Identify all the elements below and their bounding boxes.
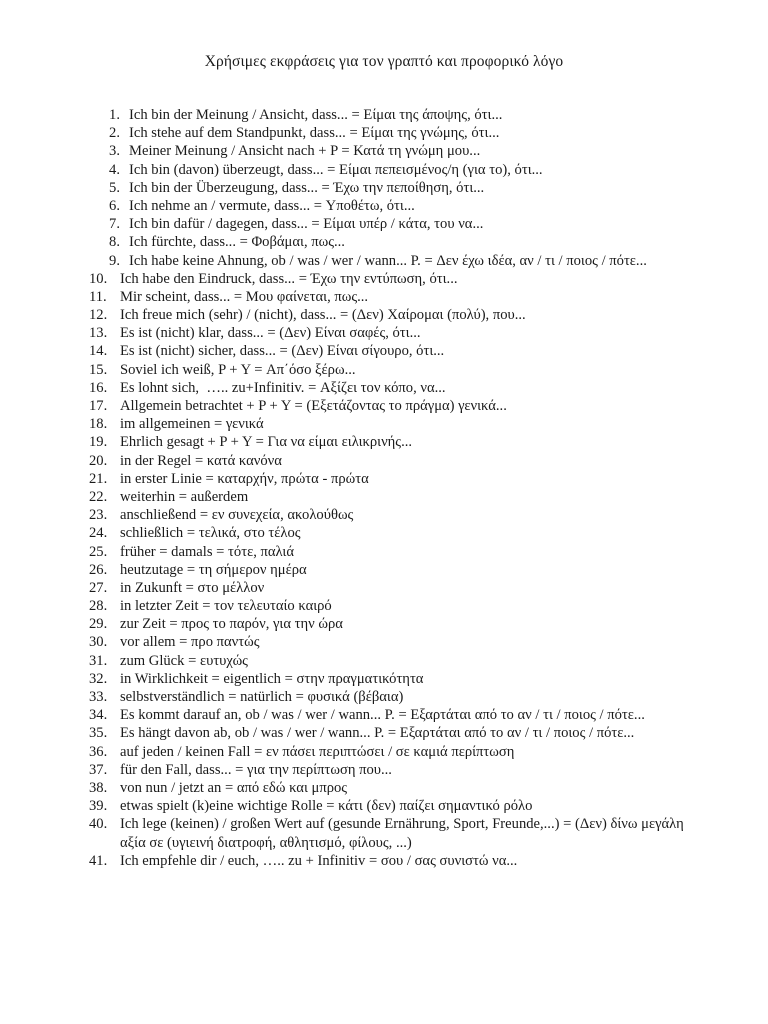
list-item [82, 524, 702, 542]
list-item [82, 379, 702, 397]
item-number: 29. [89, 616, 108, 633]
item-number: 40. [89, 816, 108, 833]
item-number: 26. [89, 561, 108, 578]
item-number: 36. [89, 743, 108, 760]
item-number: 10. [89, 270, 108, 287]
item-number: 8. [109, 234, 120, 251]
item-number: 32. [89, 670, 108, 687]
item-number: 3. [109, 143, 120, 160]
list-item [82, 288, 702, 306]
item-text: in Zukunft = στο μέλλον [120, 579, 265, 596]
item-number: 35. [89, 725, 108, 742]
item-number: 5. [109, 179, 120, 196]
item-text: in der Regel = κατά κανόνα [120, 452, 282, 469]
item-text: Ich bin der Meinung / Ansicht, dass... = Είμαι της άποψης, ότι... [129, 107, 503, 123]
item-number: 2. [109, 125, 120, 142]
document-title: Χρήσιμες εκφράσεις για τον γραπτό και προφορικό λόγο [204, 53, 564, 70]
item-number: 14. [89, 343, 108, 360]
phrase-list [82, 106, 702, 870]
list-item [82, 706, 702, 724]
item-number: 16. [89, 379, 108, 396]
item-number: 28. [89, 598, 108, 615]
list-item [82, 761, 702, 779]
item-text: Es hängt davon ab, ob / was / wer / wann... P. = Εξαρτάται από το αν / τι / ποιος / πότε... [120, 725, 635, 742]
list-item [82, 433, 702, 451]
item-text: zur Zeit = προς το παρόν, για την ώρα [120, 616, 343, 633]
list-item [82, 142, 702, 160]
list-item [82, 342, 702, 360]
item-number: 22. [89, 488, 108, 505]
list-item [82, 797, 702, 815]
item-number: 15. [89, 361, 108, 378]
list-item [82, 270, 702, 288]
item-text: im allgemeinen = γενικά [120, 416, 264, 433]
list-item [82, 361, 702, 379]
item-number: 39. [89, 798, 108, 815]
list-item [82, 470, 702, 488]
item-number: 27. [89, 579, 108, 596]
item-text: etwas spielt (k)eine wichtige Rolle = κάτι (δεν) παίζει σημαντικό ρόλο [120, 798, 533, 815]
list-item [82, 579, 702, 597]
item-text: Es ist (nicht) sicher, dass... = (Δεν) Είναι σίγουρο, ότι... [120, 343, 445, 360]
item-number: 11. [89, 288, 107, 305]
item-text: in erster Linie = καταρχήν, πρώτα - πρώτα [120, 470, 369, 487]
item-text: von nun / jetzt an = από εδώ και μπρος [120, 779, 348, 796]
item-number: 25. [89, 543, 108, 560]
list-item [82, 161, 702, 179]
item-text: Ehrlich gesagt + P + Y = Για να είμαι ειλικρινής... [120, 434, 413, 451]
item-number: 7. [109, 216, 120, 233]
list-item [82, 415, 702, 433]
list-item [82, 324, 702, 342]
item-text: Allgemein betrachtet + P + Y = (Εξετάζοντας το πράγμα) γενικά... [120, 398, 507, 414]
list-item [82, 852, 702, 870]
item-text: Ich bin (davon) überzeugt, dass... = Είμαι πεπεισμένος/η (για το), ότι... [129, 161, 543, 178]
item-number: 9. [109, 252, 120, 269]
item-number: 38. [89, 779, 108, 796]
item-number: 1. [109, 107, 120, 123]
item-text: Ich nehme an / vermute, dass... = Υποθέτω, ότι... [129, 197, 415, 214]
item-number: 12. [89, 307, 108, 324]
list-item [82, 543, 702, 561]
list-item [82, 306, 702, 324]
item-text: Ich habe den Eindruck, dass... = Έχω την εντύπωση, ότι... [120, 270, 458, 287]
item-text: Ich fürchte, dass... = Φοβάμαι, πως... [129, 234, 345, 251]
list-item [82, 815, 702, 851]
item-text: Ich empfehle dir / euch, ….. zu + Infinitiv = σου / σας συνιστώ να... [120, 852, 518, 869]
item-number: 34. [89, 707, 108, 724]
item-text: Ich bin dafür / dagegen, dass... = Είμαι υπέρ / κάτα, του να... [129, 216, 484, 233]
item-number: 33. [89, 689, 108, 705]
list-item [82, 179, 702, 197]
item-number: 30. [89, 634, 108, 651]
list-item [82, 506, 702, 524]
item-number: 31. [89, 652, 108, 669]
list-item [82, 452, 702, 470]
item-text: Ich freue mich (sehr) / (nicht), dass... = (Δεν) Χαίρομαι (πολύ), που... [120, 307, 526, 324]
item-text: schließlich = τελικά, στο τέλος [120, 525, 301, 542]
item-number: 21. [89, 470, 108, 487]
list-item [82, 724, 702, 742]
list-item [82, 670, 702, 688]
item-number: 4. [109, 161, 120, 178]
item-text: Ich lege (keinen) / großen Wert auf (gesunde Ernährung, Sport, Freunde,...) = (Δεν) δίνω μεγάλη αξία σε (υγιεινή διατροφή, αθλητισμό, φίλους, ...) [120, 816, 688, 851]
list-item [82, 197, 702, 215]
item-text: Es kommt darauf an, ob / was / wer / wann... P. = Εξαρτάται από το αν / τι / ποιος / πότε... [120, 707, 645, 724]
list-item [82, 233, 702, 251]
list-item [82, 779, 702, 797]
item-number: 20. [89, 452, 108, 469]
item-number: 23. [89, 507, 108, 524]
list-item [82, 652, 702, 670]
item-text: Ich habe keine Ahnung, ob / was / wer / wann... P. = Δεν έχω ιδέα, αν / τι / ποιος / πότε... [129, 252, 647, 269]
list-item [82, 597, 702, 615]
item-text: Ich bin der Überzeugung, dass... = Έχω την πεποίθηση, ότι... [129, 179, 485, 196]
list-item [82, 215, 702, 233]
list-item [82, 106, 702, 124]
list-item [82, 397, 702, 415]
item-text: Ich stehe auf dem Standpunkt, dass... = Είμαι της γνώμης, ότι... [129, 125, 500, 142]
item-text: auf jeden / keinen Fall = εν πάσει περιπτώσει / σε καμιά περίπτωση [120, 743, 515, 760]
item-number: 19. [89, 434, 108, 451]
item-text: in Wirklichkeit = eigentlich = στην πραγματικότητα [120, 670, 424, 687]
list-item [82, 688, 702, 706]
list-item [82, 124, 702, 142]
item-text: für den Fall, dass... = για την περίπτωση που... [120, 761, 392, 778]
item-number: 24. [89, 525, 108, 542]
item-text: Meiner Meinung / Ansicht nach + P = Κατά τη γνώμη μου... [129, 143, 481, 160]
list-item [82, 743, 702, 761]
item-number: 41. [89, 852, 108, 869]
item-text: Soviel ich weiß, P + Y = Απ΄όσο ξέρω... [120, 361, 356, 378]
item-number: 37. [89, 761, 108, 778]
item-text: selbstverständlich = natürlich = φυσικά (βέβαια) [120, 689, 404, 705]
list-item [82, 615, 702, 633]
item-text: Es ist (nicht) klar, dass... = (Δεν) Είναι σαφές, ότι... [120, 325, 421, 342]
item-text: früher = damals = τότε, παλιά [120, 543, 294, 560]
item-text: in letzter Zeit = τον τελευταίο καιρό [120, 598, 332, 615]
item-text: vor allem = προ παντώς [120, 634, 260, 651]
item-text: heutzutage = τη σήμερον ημέρα [120, 561, 307, 578]
list-item [82, 633, 702, 651]
item-text: Es lohnt sich, ….. zu+Infinitiv. = Αξίζει τον κόπο, να... [120, 379, 446, 396]
item-text: weiterhin = außerdem [120, 488, 249, 505]
list-item [82, 488, 702, 506]
item-text: zum Glück = ευτυχώς [120, 652, 248, 669]
item-number: 6. [109, 197, 120, 214]
list-item [82, 252, 702, 270]
item-number: 18. [89, 416, 108, 433]
item-number: 17. [89, 398, 108, 414]
item-number: 13. [89, 325, 108, 342]
list-item [82, 561, 702, 579]
item-text: Mir scheint, dass... = Μου φαίνεται, πως... [120, 288, 369, 305]
item-text: anschließend = εν συνεχεία, ακολούθως [120, 507, 354, 524]
